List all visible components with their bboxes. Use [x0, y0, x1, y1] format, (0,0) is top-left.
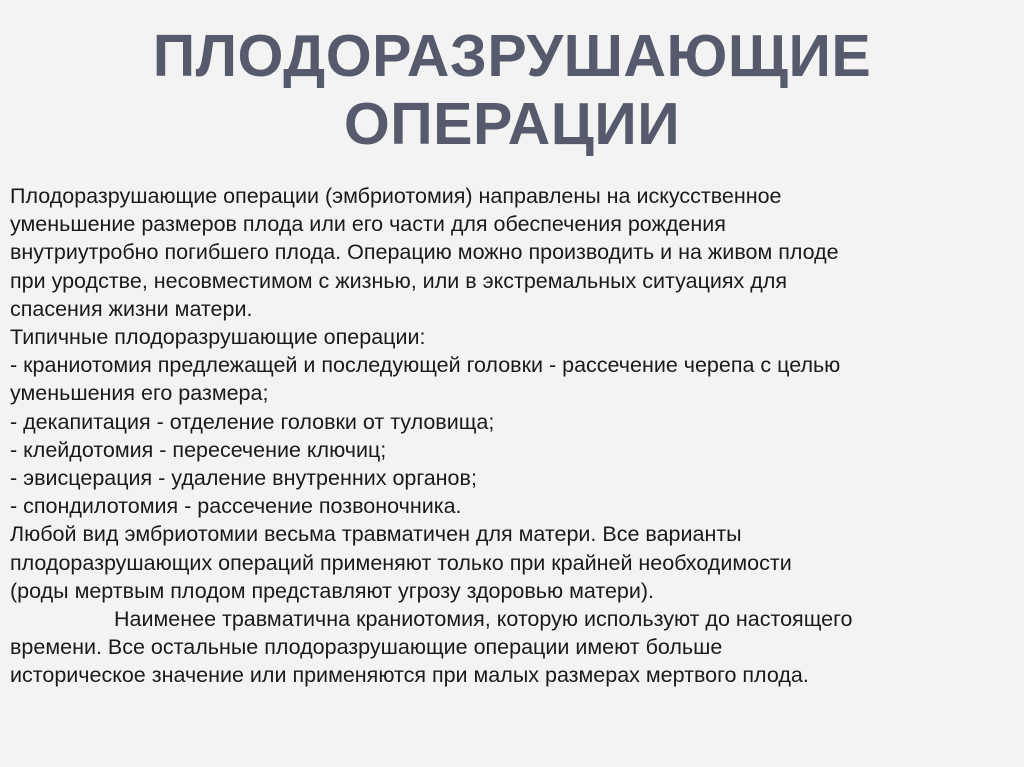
- list-item: - клейдотомия - пересечение ключиц;: [10, 437, 387, 462]
- list-item: - эвисцерация - удаление внутренних органов;: [10, 466, 477, 491]
- note-line: плодоразрушающих операций применяют только при крайней необходимости: [10, 550, 792, 575]
- conclusion-line: времени. Все остальные плодоразрушающие операции имеют больше: [10, 635, 723, 660]
- list-item: уменьшения его размера;: [10, 381, 269, 406]
- intro-line: Плодоразрушающие операции (эмбриотомия) направлены на искусственное: [10, 184, 782, 208]
- list-item: - декапитация - отделение головки от туловища;: [10, 409, 495, 434]
- list-item: - краниотомия предлежащей и последующей головки - рассечение черепа с целью: [10, 353, 841, 378]
- list-heading: Типичные плодоразрушающие операции:: [10, 325, 426, 350]
- conclusion-line: Наименее травматична краниотомия, которую используют до настоящего: [114, 607, 853, 632]
- intro-line: спасения жизни матери.: [10, 296, 253, 321]
- slide-title: [0, 22, 1024, 158]
- intro-line: при уродстве, несовместимом с жизнью, или в экстремальных ситуациях для: [10, 268, 788, 293]
- intro-line: уменьшение размеров плода или его части для обеспечения рождения: [10, 212, 726, 237]
- list-item: - спондилотомия - рассечение позвоночника.: [10, 494, 462, 519]
- slide-body: [10, 182, 1018, 690]
- title-line: ОПЕРАЦИИ: [343, 91, 681, 157]
- conclusion-line: историческое значение или применяются при малых размерах мертвого плода.: [10, 663, 809, 688]
- note-line: Любой вид эмбриотомии весьма травматичен для матери. Все варианты: [10, 522, 742, 547]
- intro-line: внутриутробно погибшего плода. Операцию можно производить и на живом плоде: [10, 240, 839, 265]
- note-line: (роды мертвым плодом представляют угрозу здоровью матери).: [10, 578, 655, 603]
- title-line: ПЛОДОРАЗРУШАЮЩИЕ: [152, 23, 872, 89]
